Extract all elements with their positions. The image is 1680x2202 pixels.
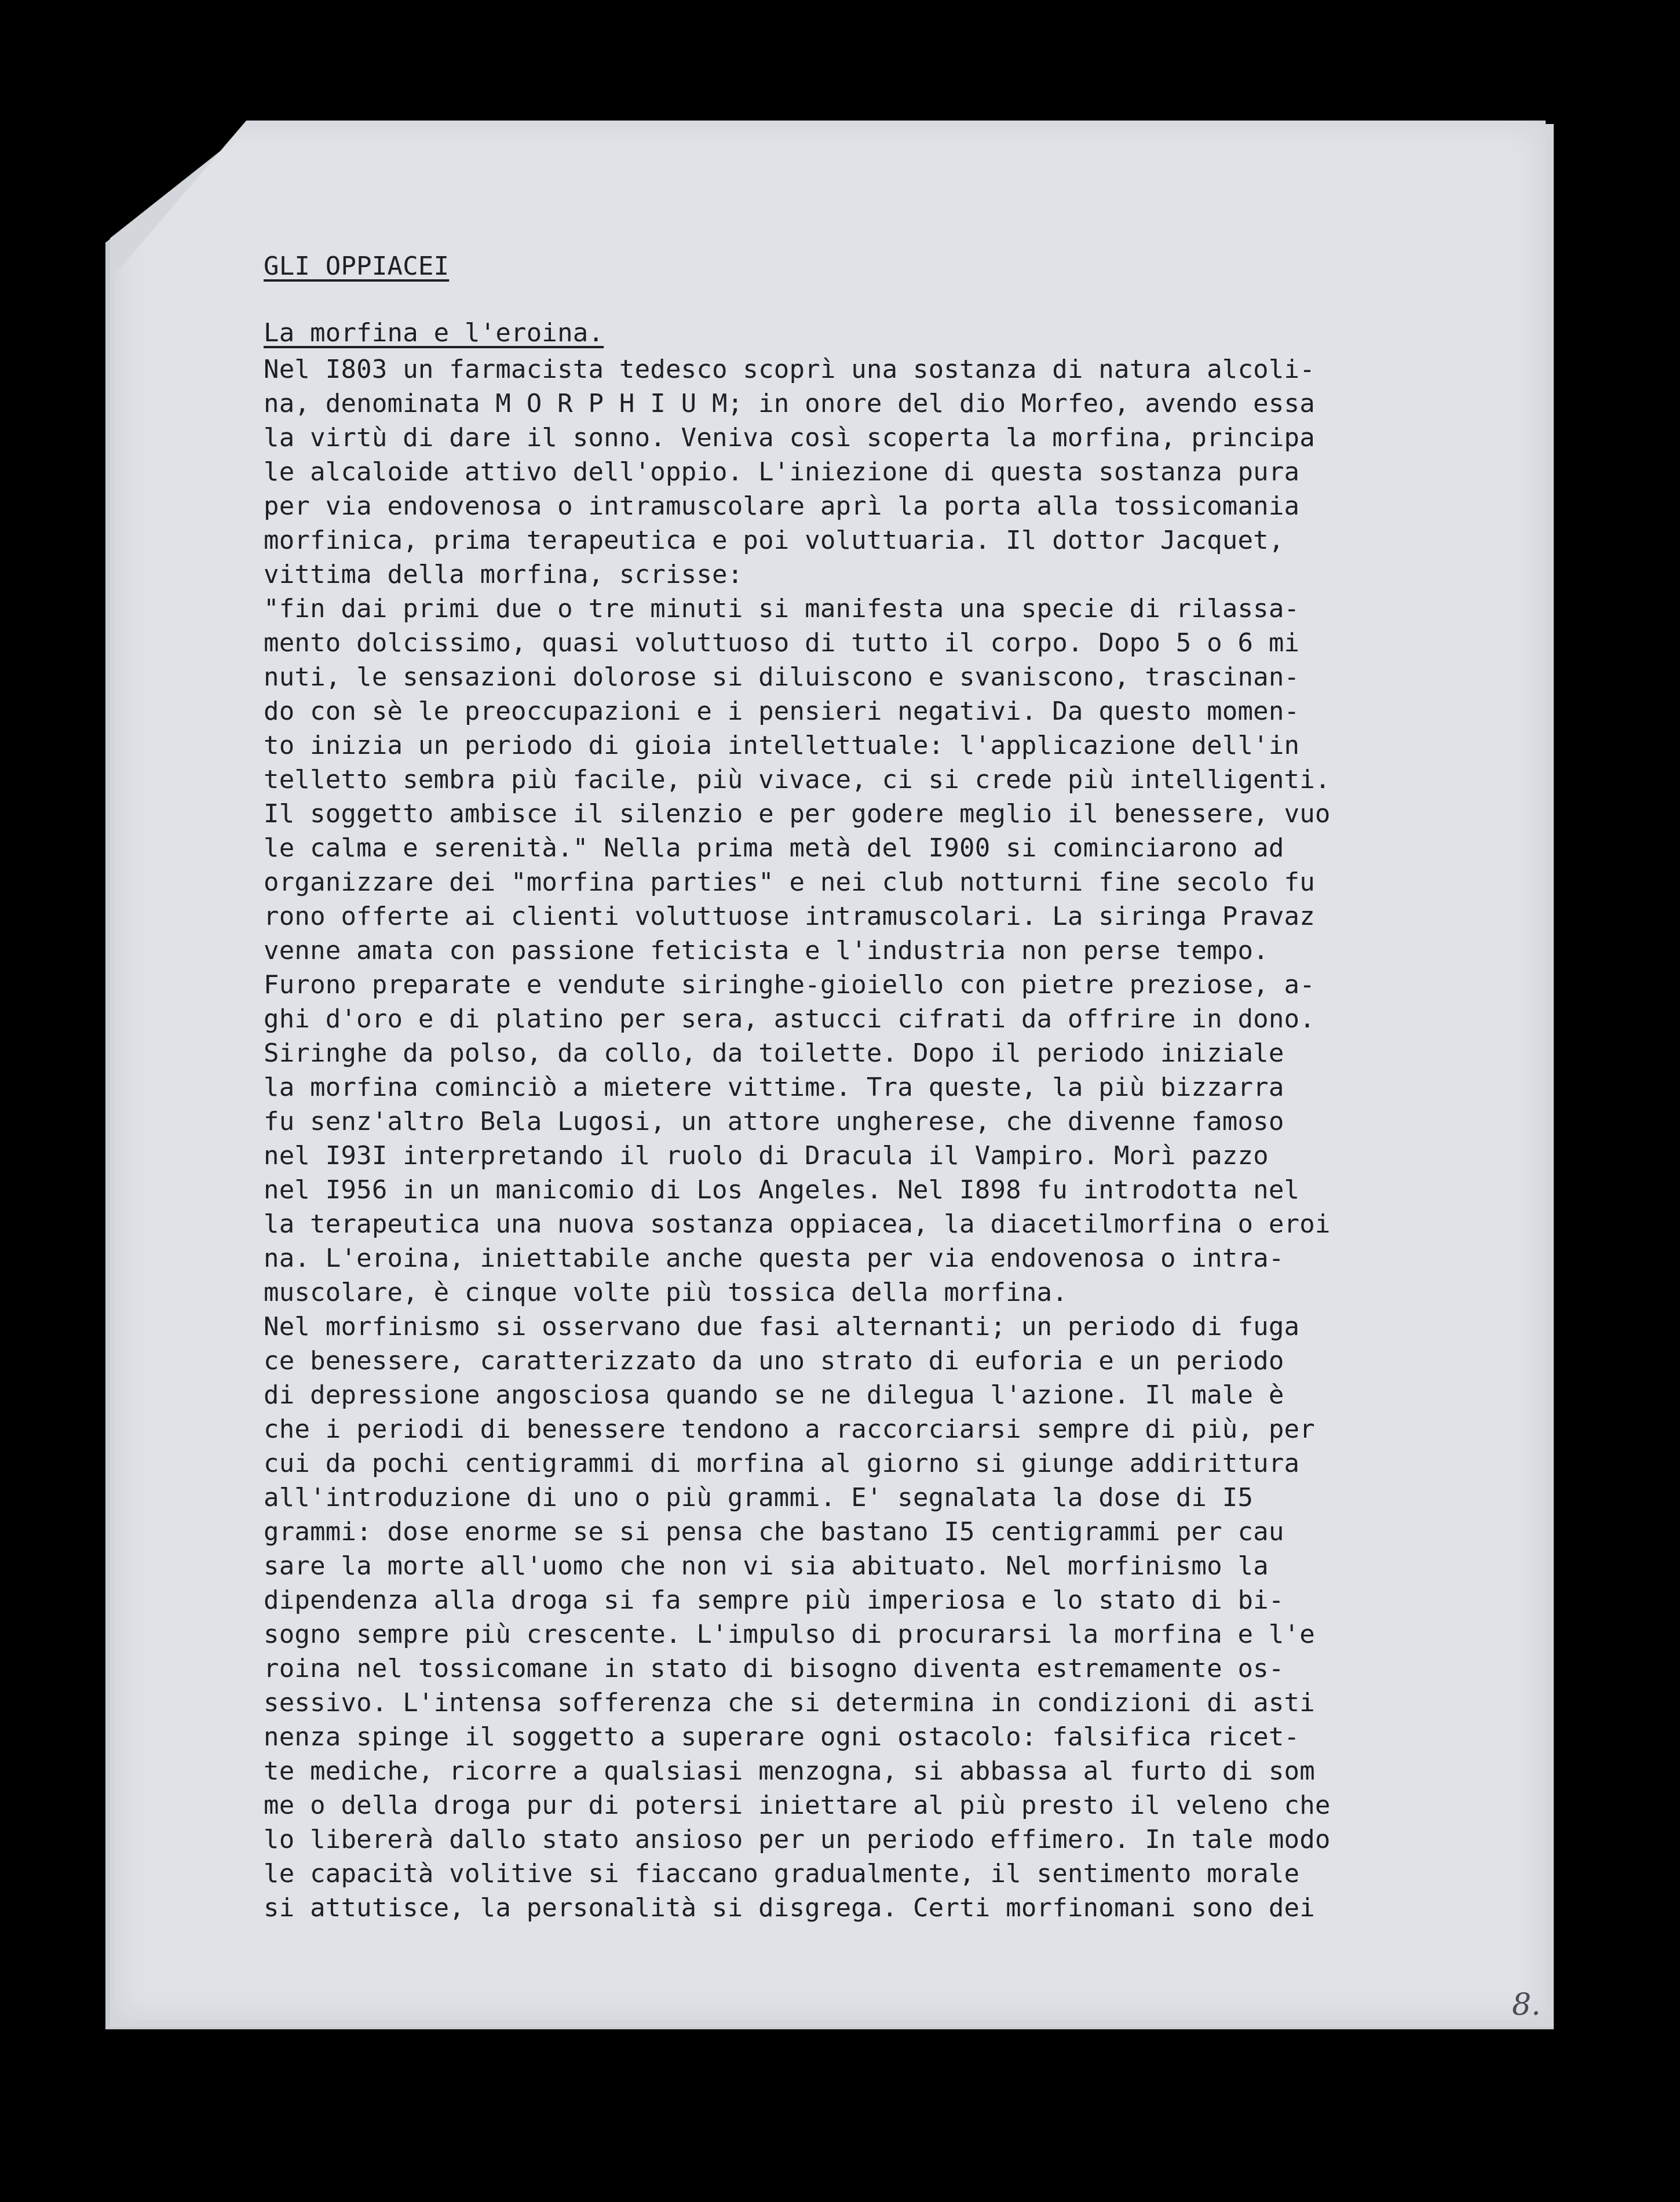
- text-line: Nel morfinismo si osservano due fasi alternanti; un periodo di fuga: [264, 1312, 1300, 1341]
- text-line: do con sè le preoccupazioni e i pensieri negativi. Da questo momen-: [264, 697, 1300, 726]
- text-line: telletto sembra più facile, più vivace, ci si crede più intelligenti.: [264, 765, 1331, 794]
- text-line: sessivo. L'intensa sofferenza che si determina in condizioni di asti: [264, 1688, 1315, 1718]
- text-line: te mediche, ricorre a qualsiasi menzogna, si abbassa al furto di som: [264, 1756, 1315, 1786]
- body-text: [264, 352, 1486, 1925]
- text-line: mento dolcissimo, quasi voluttuoso di tutto il corpo. Dopo 5 o 6 mi: [264, 628, 1300, 658]
- text-line: grammi: dose enorme se si pensa che bastano I5 centigrammi per cau: [264, 1517, 1284, 1547]
- text-line: si attutisce, la personalità si disgrega. Certi morfinomani sono dei: [264, 1893, 1315, 1923]
- text-line: sogno sempre più crescente. L'impulso di procurarsi la morfina e l'e: [264, 1620, 1315, 1649]
- text-line: all'introduzione di uno o più grammi. E' segnalata la dose di I5: [264, 1483, 1254, 1512]
- text-line: to inizia un periodo di gioia intellettuale: l'applicazione dell'in: [264, 731, 1300, 760]
- text-line: le alcaloide attivo dell'oppio. L'iniezione di questa sostanza pura: [264, 457, 1300, 487]
- text-line: la terapeutica una nuova sostanza oppiacea, la diacetilmorfina o eroi: [264, 1209, 1331, 1239]
- text-line: "fin dai primi due o tre minuti si manifesta una specie di rilassa-: [264, 594, 1300, 624]
- text-line: Furono preparate e vendute siringhe-gioiello con pietre preziose, a-: [264, 970, 1315, 1000]
- text-line: nel I956 in un manicomio di Los Angeles. Nel I898 fu introdotta nel: [264, 1175, 1300, 1205]
- text-line: lo libererà dallo stato ansioso per un periodo effimero. In tale modo: [264, 1825, 1331, 1854]
- text-line: che i periodi di benessere tendono a raccorciarsi sempre di più, per: [264, 1414, 1315, 1444]
- text-line: na, denominata M O R P H I U M; in onore del dio Morfeo, avendo essa: [264, 389, 1315, 418]
- text-line: fu senz'altro Bela Lugosi, un attore ungherese, che divenne famoso: [264, 1107, 1284, 1136]
- text-line: rono offerte ai clienti voluttuose intramuscolari. La siringa Pravaz: [264, 902, 1315, 931]
- text-line: na. L'eroina, iniettabile anche questa per via endovenosa o intra-: [264, 1244, 1284, 1273]
- text-line: Nel I803 un farmacista tedesco scoprì una sostanza di natura alcoli-: [264, 355, 1315, 384]
- text-line: roina nel tossicomane in stato di bisogno diventa estremamente os-: [264, 1654, 1284, 1683]
- text-line: la virtù di dare il sonno. Veniva così scoperta la morfina, principa: [264, 423, 1315, 453]
- page-text: [264, 249, 1486, 1925]
- text-line: le calma e serenità." Nella prima metà del I900 si cominciarono ad: [264, 833, 1284, 863]
- text-line: organizzare dei "morfina parties" e nei club notturni fine secolo fu: [264, 867, 1315, 897]
- section-heading: La morfina e l'eroina.: [264, 318, 604, 348]
- text-line: di depressione angosciosa quando se ne dilegua l'azione. Il male è: [264, 1380, 1284, 1410]
- page-title: GLI OPPIACEI: [264, 251, 450, 281]
- page-number: 8.: [1512, 1988, 1541, 2022]
- text-line: morfinica, prima terapeutica e poi voluttuaria. Il dottor Jacquet,: [264, 526, 1284, 555]
- text-line: Il soggetto ambisce il silenzio e per godere meglio il benessere, vuo: [264, 799, 1331, 829]
- text-line: me o della droga pur di potersi iniettare al più presto il veleno che: [264, 1791, 1331, 1820]
- text-line: per via endovenosa o intramuscolare aprì la porta alla tossicomania: [264, 491, 1300, 521]
- text-line: le capacità volitive si fiaccano gradualmente, il sentimento morale: [264, 1859, 1300, 1889]
- text-line: muscolare, è cinque volte più tossica della morfina.: [264, 1278, 1068, 1307]
- text-line: la morfina cominciò a mietere vittime. Tra queste, la più bizzarra: [264, 1073, 1284, 1102]
- text-line: cui da pochi centigrammi di morfina al giorno si giunge addirittura: [264, 1449, 1300, 1478]
- text-line: nenza spinge il soggetto a superare ogni ostacolo: falsifica ricet-: [264, 1722, 1300, 1752]
- text-line: Siringhe da polso, da collo, da toilette. Dopo il periodo iniziale: [264, 1038, 1284, 1068]
- text-line: vittima della morfina, scrisse:: [264, 560, 743, 589]
- text-line: nuti, le sensazioni dolorose si diluiscono e svaniscono, trascinan-: [264, 662, 1300, 692]
- text-line: dipendenza alla droga si fa sempre più imperiosa e lo stato di bi-: [264, 1585, 1284, 1615]
- text-line: venne amata con passione feticista e l'industria non perse tempo.: [264, 936, 1269, 965]
- text-line: ce benessere, caratterizzato da uno strato di euforia e un periodo: [264, 1346, 1284, 1376]
- text-line: ghi d'oro e di platino per sera, astucci cifrati da offrire in dono.: [264, 1004, 1315, 1034]
- text-line: sare la morte all'uomo che non vi sia abituato. Nel morfinismo la: [264, 1551, 1269, 1581]
- text-line: nel I93I interpretando il ruolo di Dracula il Vampiro. Morì pazzo: [264, 1141, 1269, 1171]
